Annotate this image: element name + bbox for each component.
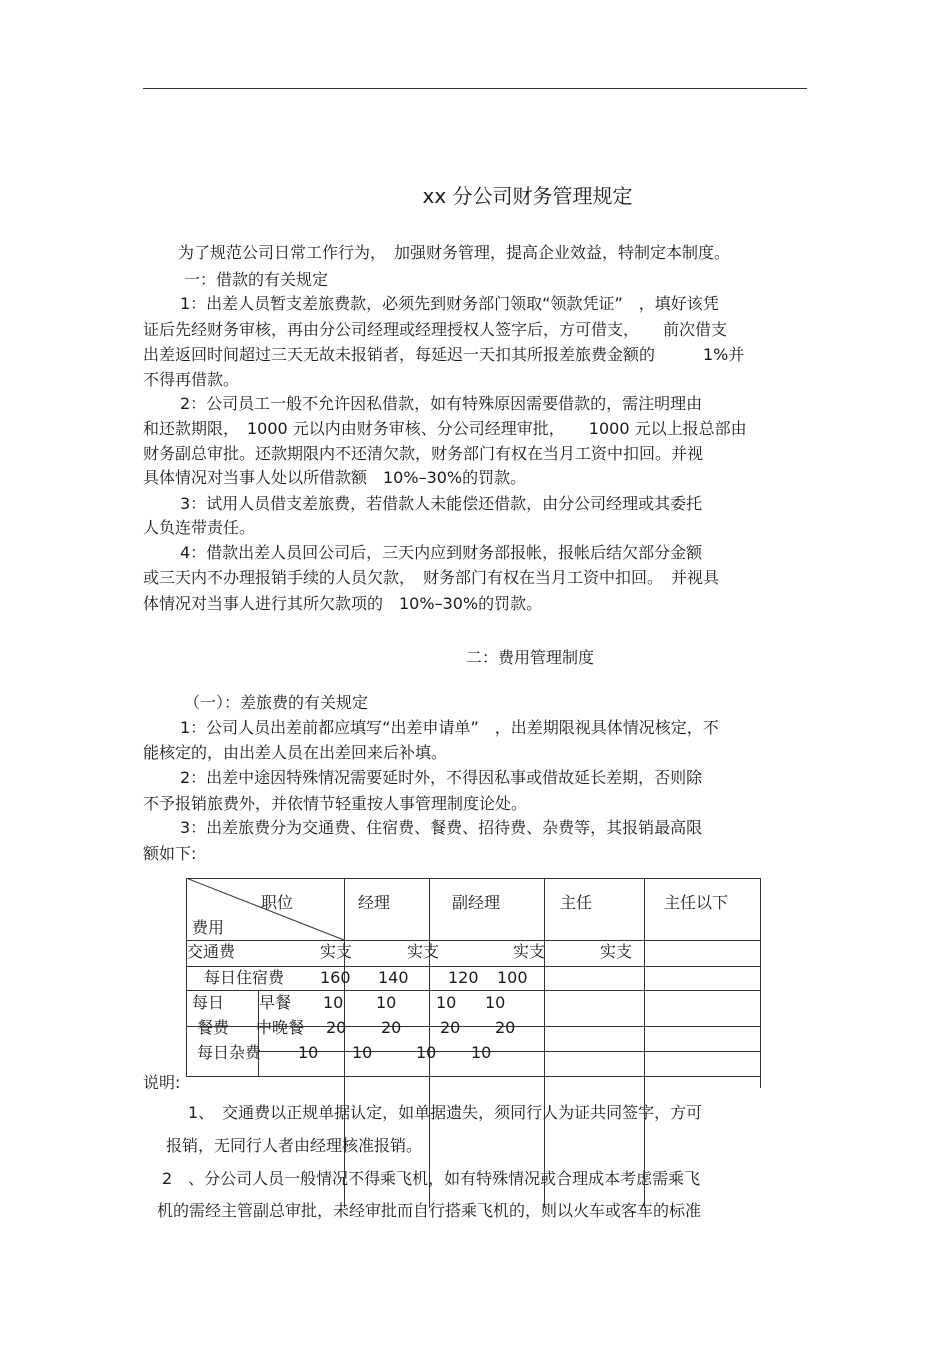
n1-line-1: 1、 交通费以正规单据认定，如单据遗失，须同行人为证共同签字，方可	[188, 1103, 703, 1122]
lodging-deputy: 140	[378, 968, 409, 987]
breakfast-deputy: 10	[376, 993, 397, 1012]
notes-label: 说明:	[143, 1073, 181, 1092]
col-below-supervisor: 主任以下	[664, 893, 729, 912]
s2-line-3: 财务副总审批。还款期限内不还清欠款，财务部门有权在当月工资中扣回。并视	[143, 444, 704, 463]
document-title: xx 分公司财务管理规定	[422, 184, 633, 208]
breakfast-below: 10	[485, 993, 506, 1012]
transport-manager: 实支	[320, 942, 353, 961]
lunch-deputy: 20	[381, 1018, 402, 1037]
misc-supervisor: 10	[416, 1043, 437, 1062]
intro-paragraph: 为了规范公司日常工作行为， 加强财务管理，提高企业效益，特制定本制度。	[178, 243, 731, 262]
row-transport-label: 交通费	[187, 942, 236, 961]
misc-below: 10	[471, 1043, 492, 1062]
n2-line-1: 2 、分公司人员一般情况不得乘飞机，如有特殊情况或合理成本考虑需乘飞	[162, 1169, 701, 1188]
n1-line-2: 报销，无同行人者由经理核准报销。	[166, 1136, 423, 1155]
s4-line-3: 体情况对当事人进行其所欠款项的 10%–30%的罚款。	[143, 594, 543, 613]
s4-line-2: 或三天内不办理报销手续的人员欠款， 财务部门有权在当月工资中扣回。 并视具	[143, 568, 720, 587]
misc-manager: 10	[298, 1043, 319, 1062]
col-deputy-manager: 副经理	[452, 893, 501, 912]
transport-supervisor: 实支	[513, 942, 546, 961]
s3-line-2: 人负连带责任。	[143, 518, 256, 537]
n2-line-2: 机的需经主管副总审批，未经审批而自行搭乘飞机的，则以火车或客车的标准	[157, 1201, 702, 1220]
misc-deputy: 10	[352, 1043, 373, 1062]
breakfast-manager: 10	[323, 993, 344, 1012]
lodging-below: 100	[497, 968, 528, 987]
header-expense: 费用	[192, 918, 225, 937]
s1-line-4: 不得再借款。	[143, 370, 240, 389]
s1-line-2: 证后先经财务审核，再由分公司经理或经理授权人签字后，方可借支， 前次借支	[143, 320, 728, 339]
row-misc-label: 每日杂费	[197, 1043, 262, 1062]
section2-heading: 二：费用管理制度	[466, 648, 595, 667]
lodging-manager: 160	[320, 968, 351, 987]
s3-line-1: 3：试用人员借支差旅费，若借款人未能偿还借款，由分公司经理或其委托	[180, 494, 703, 513]
row-lodging-label: 每日住宿费	[204, 968, 285, 987]
breakfast-supervisor: 10	[436, 993, 457, 1012]
row-meal-label-a: 每日	[192, 993, 225, 1012]
section1-heading: 一：借款的有关规定	[184, 270, 329, 289]
s1-line-3: 出差返回时间超过三天无故未报销者，每延迟一天扣其所报差旅费金额的 1%并	[143, 345, 745, 364]
t1-line-1: 1：公司人员出差前都应填写“出差申请单” ，出差期限视具体情况核定，不	[180, 718, 719, 737]
header-position: 职位	[261, 893, 294, 912]
s4-line-1: 4：借款出差人员回公司后，三天内应到财务部报帐，报帐后结欠部分金额	[180, 543, 703, 562]
transport-below: 实支	[600, 942, 633, 961]
s1-line-1: 1：出差人员暂支差旅费款，必须先到财务部门领取“领款凭证” ，填好该凭	[180, 294, 719, 313]
row-meal-label-b: 餐费	[197, 1018, 230, 1037]
s2-line-1: 2：公司员工一般不允许因私借款，如有特殊原因需要借款的，需注明理由	[180, 394, 703, 413]
s2-line-4: 具体情况对当事人处以所借款额 10%–30%的罚款。	[143, 468, 527, 487]
lunch-below: 20	[495, 1018, 516, 1037]
row-lunch-label: 中晚餐	[256, 1018, 305, 1037]
top-rule	[143, 88, 807, 89]
transport-deputy: 实支	[407, 942, 440, 961]
col-supervisor: 主任	[560, 893, 593, 912]
t3-line-2: 额如下:	[143, 844, 197, 863]
s2-line-2: 和还款期限， 1000 元以内由财务审核、分公司经理审批， 1000 元以上报总部由	[143, 419, 747, 438]
t2-line-2: 不予报销旅费外，并依情节轻重按人事管理制度论处。	[143, 794, 528, 813]
t1-line-2: 能核定的，由出差人员在出差回来后补填。	[143, 743, 448, 762]
t2-line-1: 2：出差中途因特殊情况需要延时外，不得因私事或借故延长差期，否则除	[180, 768, 703, 787]
t3-line-1: 3：出差旅费分为交通费、住宿费、餐费、招待费、杂费等，其报销最高限	[180, 818, 703, 837]
row-breakfast-label: 早餐	[259, 993, 292, 1012]
lunch-supervisor: 20	[440, 1018, 461, 1037]
lunch-manager: 20	[326, 1018, 347, 1037]
col-manager: 经理	[358, 893, 391, 912]
lodging-supervisor: 120	[448, 968, 479, 987]
subsection1-heading: （一）：差旅费的有关规定	[184, 693, 369, 712]
